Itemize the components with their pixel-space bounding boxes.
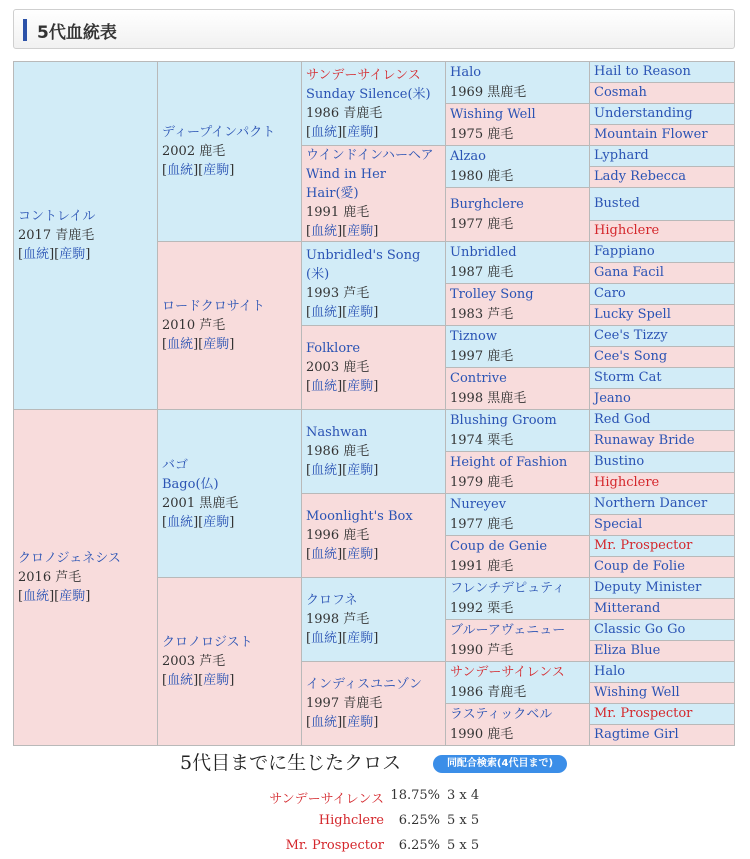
gen3-horse-info: 1986 青鹿毛 (306, 105, 383, 121)
gen5-name-link[interactable]: Mr. Prospector (594, 538, 693, 553)
gen3-horse-offspring-link[interactable]: 産駒 (347, 631, 374, 646)
gen5-cell (590, 536, 735, 557)
bracket: [ (306, 379, 312, 394)
gen4-horse-cell (446, 704, 590, 746)
gen5-name-link[interactable]: Gana Facil (594, 265, 664, 280)
gen3-horse-name-link[interactable]: サンデーサイレンス (306, 67, 421, 83)
bracket: [ (198, 514, 204, 530)
gen5-name-link[interactable]: Highclere (594, 475, 660, 490)
gen4-horse-cell (446, 104, 590, 146)
bracket: [ (198, 337, 204, 352)
gen5-name-link[interactable]: Busted (594, 196, 640, 211)
gen5-cell (590, 242, 735, 263)
cross-horse-link[interactable]: Mr. Prospector (285, 838, 384, 853)
gen3-horse-cell (302, 62, 446, 146)
gen5-cell (590, 188, 735, 221)
gen5-name-link[interactable]: Eliza Blue (594, 643, 661, 658)
bracket: ] (229, 673, 235, 688)
gen3-horse-offspring-link[interactable]: 産駒 (347, 547, 374, 562)
bracket: [ (306, 715, 312, 730)
gen3-horse-pedigree-link[interactable]: 血統 (311, 124, 338, 140)
gen5-name-link[interactable]: Coup de Folie (594, 559, 685, 574)
cross-horse-link[interactable]: Highclere (318, 813, 384, 828)
gen5-name-link[interactable]: Fappiano (594, 244, 655, 259)
gen5-cell (590, 494, 735, 515)
gen5-name-link[interactable]: Jeano (594, 391, 631, 406)
gen3-horse-cell (302, 146, 446, 242)
gen4-horse-info: 1979 鹿毛 (450, 474, 514, 490)
gen4-horse-name-link[interactable]: Unbridled (450, 244, 517, 260)
gen5-name-link[interactable]: Halo (594, 664, 626, 679)
bracket: ] (373, 124, 379, 140)
gen3-horse-pedigree-link[interactable]: 血統 (311, 224, 338, 239)
gen5-cell (590, 284, 735, 305)
gen5-name-link[interactable]: Classic Go Go (594, 622, 686, 637)
bracket: [ (306, 463, 312, 478)
bracket: ] (193, 673, 199, 688)
gen4-horse-name-link[interactable]: Burghclere (450, 196, 524, 212)
cross-percentage: 18.75% (390, 788, 440, 803)
cross-horse-link[interactable]: サンデーサイレンス (269, 792, 384, 807)
gen3-horse-name-link[interactable]: インディスユニゾン (306, 677, 422, 692)
gen3-horse-cell (302, 662, 446, 746)
bracket: [ (162, 163, 168, 178)
bracket: [ (162, 337, 168, 352)
gen4-horse-name-link[interactable]: Tiznow (450, 328, 498, 344)
gen5-name-link[interactable]: Storm Cat (594, 370, 662, 385)
gen5-cell (590, 599, 735, 620)
gen5-name-link[interactable]: Northern Dancer (594, 496, 708, 511)
gen4-horse-name-link[interactable]: フレンチデピュティ (450, 580, 566, 596)
gen5-cell (590, 704, 735, 725)
cross-percentage: 6.25% (398, 838, 440, 853)
gen4-horse-info: 1990 鹿毛 (450, 726, 514, 742)
gen5-cell (590, 104, 735, 125)
gen5-cell (590, 305, 735, 326)
gen3-horse-info: 1998 芦毛 (306, 612, 370, 627)
gen3-horse-name-link[interactable]: クロフネ (306, 593, 358, 608)
bracket: ] (373, 304, 379, 320)
pedigree-table (13, 61, 735, 746)
gen2-horse-info: 2010 芦毛 (162, 318, 226, 333)
gen5-name-link[interactable]: Mountain Flower (594, 127, 708, 142)
bracket: ] (229, 337, 235, 352)
gen3-horse-offspring-link[interactable]: 産駒 (347, 379, 374, 394)
gen3-horse-offspring-link[interactable]: 産駒 (347, 224, 374, 239)
cross-percentage: 6.25% (398, 813, 440, 828)
gen4-horse-info: 1983 芦毛 (450, 306, 514, 322)
gen4-horse-cell (446, 578, 590, 620)
gen2-horse-name-link[interactable]: バゴ (162, 457, 189, 473)
gen3-horse-name-link[interactable]: Nashwan (306, 425, 368, 440)
bracket: ] (337, 124, 343, 140)
bracket: [ (198, 163, 204, 178)
bracket: [ (54, 589, 60, 604)
gen4-horse-name-link[interactable]: Halo (450, 64, 482, 80)
bracket: ] (337, 463, 343, 478)
gen4-horse-info: 1991 鹿毛 (450, 558, 514, 574)
gen4-horse-name-link[interactable]: Height of Fashion (450, 454, 568, 470)
gen4-horse-info: 1980 鹿毛 (450, 168, 514, 184)
gen5-name-link[interactable]: Special (594, 517, 643, 532)
gen5-name-link[interactable]: Lady Rebecca (594, 169, 686, 184)
bracket: ] (85, 589, 91, 604)
gen5-name-link[interactable]: Lyphard (594, 148, 649, 163)
gen2-horse-pedigree-link[interactable]: 血統 (167, 514, 194, 530)
gen2-horse-name-en-link[interactable]: Bago(仏) (162, 476, 219, 492)
gen2-horse-offspring-link[interactable]: 産駒 (203, 337, 230, 352)
bracket: ] (373, 224, 379, 239)
gen3-horse-cell (302, 326, 446, 410)
gen2-horse-offspring-link[interactable]: 産駒 (203, 673, 230, 688)
gen4-horse-cell (446, 146, 590, 188)
gen4-horse-name-link[interactable]: Trolley Song (450, 286, 534, 302)
gen4-horse-info: 1990 芦毛 (450, 642, 514, 658)
gen5-cell (590, 347, 735, 368)
gen3-horse-info: 1986 鹿毛 (306, 444, 370, 459)
gen4-horse-cell (446, 662, 590, 704)
gen1-dam-name-link[interactable]: クロノジェネシス (18, 551, 121, 566)
similar-mating-search-button[interactable]: 同配合検索(4代目まで) (433, 755, 567, 773)
gen4-horse-name-link[interactable]: Wishing Well (450, 106, 536, 122)
bracket: ] (193, 163, 199, 178)
gen1-dam-offspring-link[interactable]: 産駒 (59, 589, 86, 604)
bracket: [ (306, 547, 312, 562)
gen4-horse-name-link[interactable]: Alzao (450, 148, 486, 164)
bracket: [ (342, 547, 348, 562)
gen5-cell (590, 578, 735, 599)
gen4-horse-info: 1986 青鹿毛 (450, 684, 527, 700)
cross-generations: 5 x 5 (447, 813, 480, 828)
gen5-name-link[interactable]: Runaway Bride (594, 433, 695, 448)
gen1-dam-info: 2016 芦毛 (18, 570, 82, 585)
bracket: ] (373, 715, 379, 730)
gen2-horse-info: 2002 鹿毛 (162, 144, 226, 159)
bracket: ] (193, 337, 199, 352)
gen4-horse-cell (446, 62, 590, 104)
bracket: ] (193, 514, 199, 530)
gen1-sire-offspring-link[interactable]: 産駒 (59, 247, 86, 262)
bracket: ] (337, 547, 343, 562)
bracket: ] (85, 247, 91, 262)
bracket: [ (342, 224, 348, 239)
gen5-cell (590, 125, 735, 146)
gen2-horse-pedigree-link[interactable]: 血統 (167, 163, 194, 178)
bracket: ] (373, 463, 379, 478)
gen2-horse-cell (158, 410, 302, 578)
gen3-horse-name-link[interactable]: Unbridled's Song (306, 247, 421, 263)
gen3-horse-cell (302, 494, 446, 578)
gen3-horse-cell (302, 410, 446, 494)
gen3-horse-cell (302, 578, 446, 662)
bracket: [ (54, 247, 60, 262)
gen5-cell (590, 326, 735, 347)
gen5-cell (590, 515, 735, 536)
gen3-horse-name-link[interactable]: Folklore (306, 341, 361, 356)
gen4-horse-info: 1992 栗毛 (450, 600, 514, 616)
gen1-sire-info: 2017 青鹿毛 (18, 228, 95, 243)
section-title: 5代血統表 (37, 23, 117, 43)
bracket: ] (373, 547, 379, 562)
gen5-cell (590, 662, 735, 683)
gen2-horse-offspring-link[interactable]: 産駒 (203, 514, 230, 530)
gen2-horse-cell (158, 578, 302, 746)
cross-row (0, 838, 750, 858)
gen2-horse-pedigree-link[interactable]: 血統 (167, 673, 194, 688)
gen2-horse-cell (158, 242, 302, 410)
bracket: ] (337, 379, 343, 394)
gen2-horse-pedigree-link[interactable]: 血統 (167, 337, 194, 352)
gen4-horse-cell (446, 326, 590, 368)
gen1-sire-name-link[interactable]: コントレイル (18, 209, 96, 224)
gen2-horse-info: 2003 芦毛 (162, 654, 226, 669)
bracket: ] (229, 514, 235, 530)
gen5-cell (590, 146, 735, 167)
gen3-horse-pedigree-link[interactable]: 血統 (311, 463, 338, 478)
gen5-cell (590, 452, 735, 473)
gen3-horse-name-en-link[interactable]: Wind in Her Hair(愛) (306, 167, 387, 201)
gen3-horse-info: 1997 青鹿毛 (306, 696, 383, 711)
gen5-cell (590, 725, 735, 746)
gen1-dam-pedigree-link[interactable]: 血統 (23, 589, 50, 604)
bracket: ] (229, 163, 235, 178)
gen5-cell (590, 263, 735, 284)
gen1-dam-cell (14, 410, 158, 746)
gen4-horse-info: 1977 鹿毛 (450, 216, 514, 232)
gen4-horse-cell (446, 620, 590, 662)
gen5-cell (590, 431, 735, 452)
gen5-cell (590, 410, 735, 431)
bracket: ] (49, 589, 55, 604)
cross-row (0, 788, 750, 808)
gen3-horse-info: 1996 鹿毛 (306, 528, 370, 543)
section-header (13, 9, 735, 49)
cross-section-title: 5代目までに生じたクロス (180, 752, 402, 774)
bracket: [ (162, 673, 168, 688)
gen4-horse-cell (446, 452, 590, 494)
gen4-horse-cell (446, 188, 590, 242)
gen2-horse-name-link[interactable]: クロノロジスト (162, 635, 253, 650)
gen4-horse-info: 1969 黒鹿毛 (450, 84, 527, 100)
gen3-horse-pedigree-link[interactable]: 血統 (311, 379, 338, 394)
bracket: [ (306, 631, 312, 646)
gen5-name-link[interactable]: Cosmah (594, 85, 647, 100)
gen5-cell (590, 221, 735, 242)
gen2-horse-name-link[interactable]: ロードクロサイト (162, 299, 265, 314)
bracket: [ (198, 673, 204, 688)
gen4-horse-name-link[interactable]: Nureyev (450, 496, 507, 512)
bracket: ] (49, 247, 55, 262)
gen4-horse-cell (446, 536, 590, 578)
gen3-horse-info: 2003 鹿毛 (306, 360, 370, 375)
bracket: [ (342, 631, 348, 646)
gen3-horse-offspring-link[interactable]: 産駒 (347, 463, 374, 478)
gen3-horse-offspring-link[interactable]: 産駒 (347, 715, 374, 730)
bracket: [ (342, 304, 348, 320)
bracket: [ (306, 224, 312, 239)
bracket: [ (342, 715, 348, 730)
gen3-horse-name-en-link[interactable]: Sunday Silence(米) (306, 86, 431, 102)
gen4-horse-cell (446, 410, 590, 452)
gen2-horse-offspring-link[interactable]: 産駒 (203, 163, 230, 178)
gen4-horse-cell (446, 284, 590, 326)
gen3-horse-name-link[interactable]: ウインドインハーヘア (306, 148, 434, 163)
gen5-cell (590, 368, 735, 389)
gen4-horse-name-link[interactable]: Coup de Genie (450, 538, 548, 554)
bracket: [ (162, 514, 168, 530)
bracket: ] (337, 631, 343, 646)
gen5-name-link[interactable]: Bustino (594, 454, 645, 469)
gen1-sire-pedigree-link[interactable]: 血統 (23, 247, 50, 262)
gen5-cell (590, 167, 735, 188)
gen3-horse-pedigree-link[interactable]: 血統 (311, 631, 338, 646)
gen4-horse-cell (446, 242, 590, 284)
gen1-sire-cell (14, 62, 158, 410)
gen3-horse-pedigree-link[interactable]: 血統 (311, 304, 338, 320)
bracket: [ (306, 304, 312, 320)
gen3-horse-name-en-link[interactable]: (米) (306, 266, 330, 282)
gen4-horse-info: 1977 鹿毛 (450, 516, 514, 532)
gen5-name-link[interactable]: Wishing Well (594, 685, 680, 700)
bracket: [ (342, 124, 348, 140)
gen5-cell (590, 620, 735, 641)
pedigree-row (14, 410, 735, 431)
gen5-cell (590, 389, 735, 410)
gen5-name-link[interactable]: Caro (594, 286, 626, 301)
gen5-name-link[interactable]: Mitterand (594, 601, 661, 616)
pedigree-row (14, 62, 735, 83)
gen4-horse-name-link[interactable]: Contrive (450, 370, 507, 386)
header-accent-bar (23, 19, 27, 41)
cross-generations: 5 x 5 (447, 838, 480, 853)
gen5-cell (590, 641, 735, 662)
gen5-name-link[interactable]: Lucky Spell (594, 307, 671, 322)
gen5-name-link[interactable]: Deputy Minister (594, 580, 702, 595)
gen3-horse-name-link[interactable]: Moonlight's Box (306, 509, 413, 524)
gen4-horse-name-link[interactable]: ブルーアヴェニュー (450, 622, 566, 638)
gen5-name-link[interactable]: Hail to Reason (594, 64, 691, 79)
gen5-cell (590, 557, 735, 578)
gen3-horse-info: 1991 鹿毛 (306, 205, 370, 220)
gen5-name-link[interactable]: Red God (594, 412, 651, 427)
gen3-horse-offspring-link[interactable]: 産駒 (347, 304, 374, 320)
gen4-horse-info: 1975 鹿毛 (450, 126, 514, 142)
bracket: [ (18, 589, 24, 604)
gen4-horse-name-link[interactable]: Blushing Groom (450, 412, 557, 428)
gen4-horse-info: 1997 鹿毛 (450, 348, 514, 364)
gen5-cell (590, 683, 735, 704)
gen5-name-link[interactable]: Cee's Song (594, 349, 668, 364)
gen5-cell (590, 62, 735, 83)
gen5-name-link[interactable]: Highclere (594, 223, 660, 238)
bracket: [ (306, 124, 312, 140)
bracket: ] (337, 715, 343, 730)
bracket: ] (373, 379, 379, 394)
gen3-horse-pedigree-link[interactable]: 血統 (311, 715, 338, 730)
cross-row (0, 813, 750, 833)
bracket: [ (342, 463, 348, 478)
gen3-horse-offspring-link[interactable]: 産駒 (347, 124, 374, 140)
gen5-name-link[interactable]: Mr. Prospector (594, 706, 693, 721)
gen4-horse-info: 1998 黒鹿毛 (450, 390, 527, 406)
gen5-name-link[interactable]: Ragtime Girl (594, 727, 679, 742)
gen5-name-link[interactable]: Understanding (594, 106, 693, 121)
gen5-cell (590, 83, 735, 104)
gen4-horse-info: 1987 鹿毛 (450, 264, 514, 280)
bracket: [ (18, 247, 24, 262)
gen4-horse-name-link[interactable]: ラスティックベル (450, 706, 553, 722)
gen2-horse-cell (158, 62, 302, 242)
cross-generations: 3 x 4 (447, 788, 480, 803)
bracket: [ (342, 379, 348, 394)
gen4-horse-name-link[interactable]: サンデーサイレンス (450, 664, 565, 680)
gen3-horse-pedigree-link[interactable]: 血統 (311, 547, 338, 562)
gen3-horse-info: 1993 芦毛 (306, 285, 370, 301)
gen4-horse-cell (446, 494, 590, 536)
gen2-horse-name-link[interactable]: ディープインパクト (162, 125, 276, 140)
gen5-name-link[interactable]: Cee's Tizzy (594, 328, 668, 343)
gen2-horse-info: 2001 黒鹿毛 (162, 495, 239, 511)
gen3-horse-cell (302, 242, 446, 326)
gen4-horse-cell (446, 368, 590, 410)
bracket: ] (337, 224, 343, 239)
bracket: ] (373, 631, 379, 646)
bracket: ] (337, 304, 343, 320)
gen5-cell (590, 473, 735, 494)
gen4-horse-info: 1974 栗毛 (450, 432, 514, 448)
